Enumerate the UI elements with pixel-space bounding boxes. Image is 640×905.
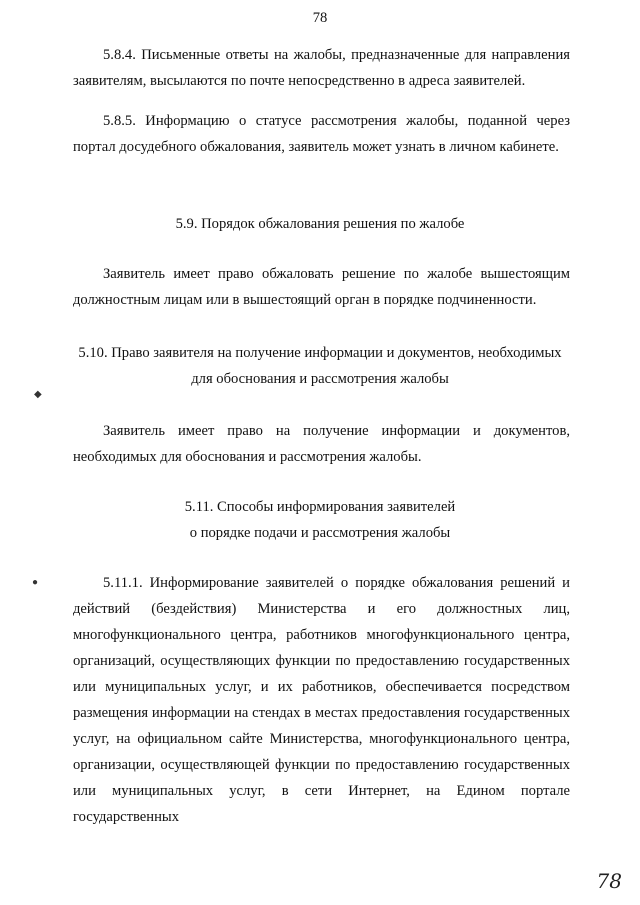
handwritten-page-mark: 78 xyxy=(596,869,622,893)
page-number: 78 xyxy=(312,10,328,26)
paragraph-5-8-5-text: 5.8.5. Информацию о статусе рассмотрения жалобы, поданной через портал досудебного обжалования, заявитель может узнать в личном кабинете. xyxy=(73,113,570,155)
paragraph-5-10 xyxy=(73,418,570,470)
heading-5-10-line2: для обоснования и рассмотрения жалобы xyxy=(191,371,449,387)
paragraph-5-8-4-text: 5.8.4. Письменные ответы на жалобы, предназначенные для направления заявителям, высылаются по почте непосредственно в адреса заявителей. xyxy=(73,47,570,89)
paragraph-5-8-5 xyxy=(73,108,570,160)
paragraph-5-10-text: Заявитель имеет право на получение информации и документов, необходимых для обоснования и рассмотрения жалобы. xyxy=(73,423,570,465)
heading-5-11-line2: о порядке подачи и рассмотрения жалобы xyxy=(189,525,451,541)
scan-speck: ◆ xyxy=(34,389,42,400)
heading-5-11 xyxy=(40,494,600,546)
heading-5-9-text: 5.9. Порядок обжалования решения по жалобе xyxy=(175,216,465,232)
heading-5-10 xyxy=(40,340,600,392)
paragraph-5-9 xyxy=(73,261,570,313)
paragraph-5-11-1-text: 5.11.1. Информирование заявителей о порядке обжалования решений и действий (бездействия) Министерства и его должностных лиц, многофункционального центра, работников многофункционального центра, организаций, осуществляющих функции по предоставлению государственных или муниципальных услуг, и их работников, обеспечивается посредством размещения информации на стендах в местах предоставления государственных услуг, на официальном сайте Министерства, многофункционального центра, организации, осуществляющей функции по предоставлению государственных или муниципальных услуг, в сети Интернет, на Едином портале государственных xyxy=(73,575,570,825)
paragraph-5-9-text: Заявитель имеет право обжаловать решение по жалобе вышестоящим должностным лицам или в вышестоящий орган в порядке подчиненности. xyxy=(73,266,570,308)
heading-5-10-line1: 5.10. Право заявителя на получение информации и документов, необходимых xyxy=(78,345,562,361)
scan-speck: ● xyxy=(32,577,39,588)
heading-5-11-line1: 5.11. Способы информирования заявителей xyxy=(184,499,456,515)
paragraph-5-11-1 xyxy=(73,570,570,830)
heading-5-9 xyxy=(40,211,600,237)
paragraph-5-8-4 xyxy=(73,42,570,94)
